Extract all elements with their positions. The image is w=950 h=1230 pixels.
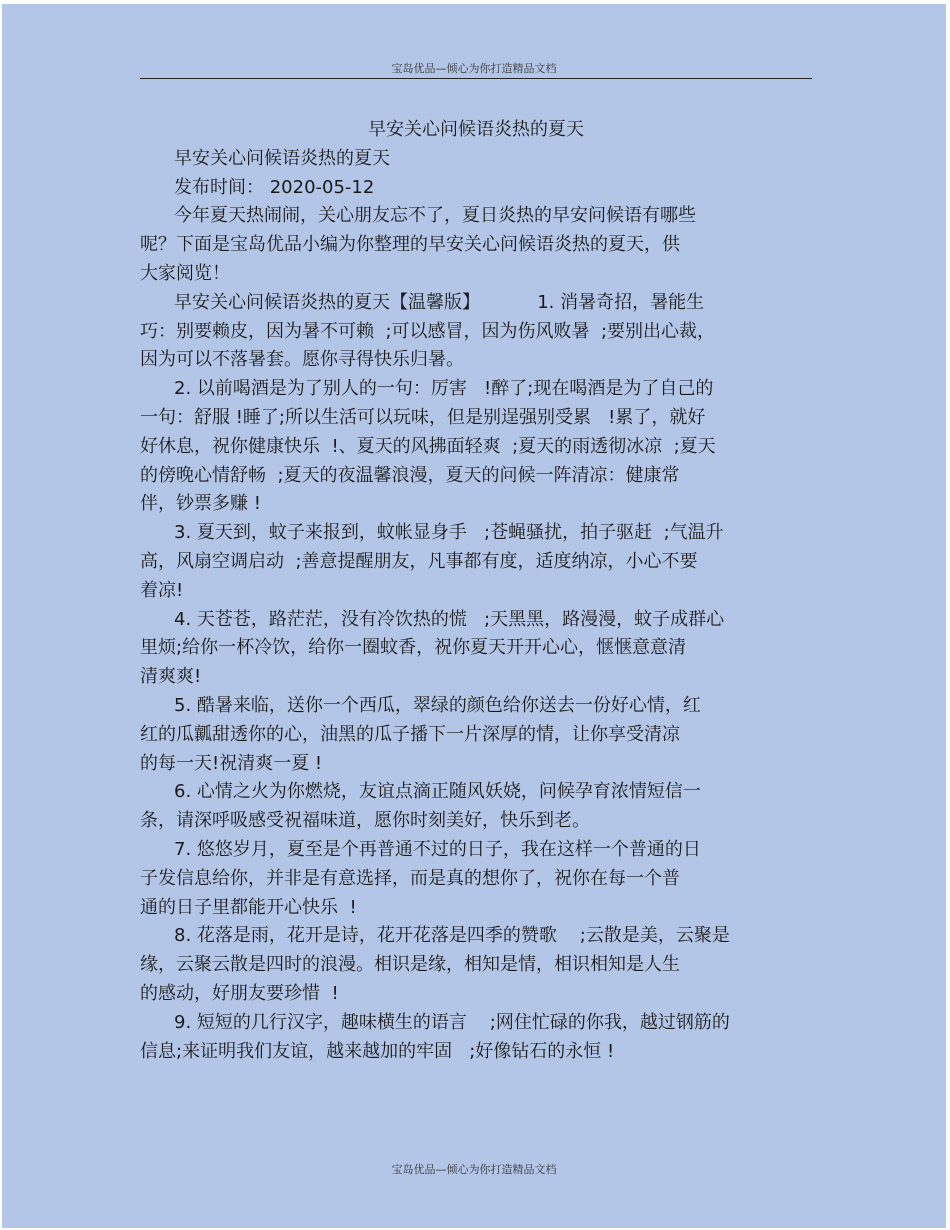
- text-line: 通的日子里都能开心快乐 !: [140, 896, 357, 918]
- text-line: 大家阅览！: [140, 262, 230, 284]
- text-line: 的感动，好朋友要珍惜 !: [140, 982, 339, 1004]
- text-line: 早安关心问候语炎热的夏天【温馨版】 1. 消暑奇招，暑能生: [174, 291, 705, 313]
- text-line: 清爽爽!: [140, 666, 202, 688]
- text-line: 5. 酷暑来临，送你一个西瓜，翠绿的颜色给你送去一份好心情，红: [174, 694, 701, 716]
- text-line: 今年夏天热闹闹，关心朋友忘不了，夏日炎热的早安问候语有哪些: [174, 205, 696, 227]
- text-line: 好休息，祝你健康快乐 !、夏天的风拂面轻爽 ;夏天的雨透彻冰凉 ;夏天: [140, 435, 716, 457]
- text-line: 信息;来证明我们友谊，越来越加的牢固 ;好像钻石的永恒 !: [140, 1040, 615, 1062]
- document-body: [140, 116, 812, 1066]
- text-line: 红的瓜瓤甜透你的心，油黑的瓜子播下一片深厚的情，让你享受清凉: [140, 723, 680, 745]
- text-line: 9. 短短的几行汉字，趣味横生的语言 ;网住忙碌的你我，越过钢筋的: [174, 1011, 730, 1033]
- text-line: 一句：舒服 !睡了;所以生活可以玩味，但是别逞强别受累 !累了，就好: [140, 406, 706, 428]
- text-line: 着凉!: [140, 579, 184, 601]
- text-line: 子发信息给你，并非是有意选择，而是真的想你了，祝你在每一个普: [140, 867, 680, 889]
- text-line: 7. 悠悠岁月，夏至是个再普通不过的日子，我在这样一个普通的日: [174, 838, 701, 860]
- text-line: 巧：别要赖皮，因为暑不可赖 ;可以感冒，因为伤风败暑 ;要别出心裁，: [140, 320, 716, 342]
- text-line: 伴，钞票多赚 !: [140, 493, 261, 515]
- text-line: 条，请深呼吸感受祝福味道，愿你时刻美好，快乐到老。: [140, 810, 590, 832]
- text-line: 高，风扇空调启动 ;善意提醒朋友，凡事都有度，适度纳凉，小心不要: [140, 550, 698, 572]
- text-line: 的傍晚心情舒畅 ;夏天的夜温馨浪漫，夏天的问候一阵清凉：健康常: [140, 464, 680, 486]
- page-footer: 宝岛优品—倾心为你打造精品文档: [391, 1163, 557, 1176]
- text-line: 因为可以不落暑套。愿你寻得快乐归暑。: [140, 349, 464, 371]
- page-header: 宝岛优品—倾心为你打造精品文档: [391, 62, 557, 75]
- text-line: 发布时间： 2020-05-12: [174, 176, 375, 198]
- text-line: 2. 以前喝酒是为了别人的一句：厉害 !醉了;现在喝酒是为了自己的: [174, 378, 714, 400]
- text-line: 6. 心情之火为你燃烧，友谊点滴正随风妖娆，问候孕育浓情短信一: [174, 781, 701, 803]
- text-line: 4. 天苍苍，路茫茫，没有冷饮热的慌 ;天黑黑，路漫漫，蚊子成群心: [174, 608, 725, 630]
- text-line: 8. 花落是雨，花开是诗，花开花落是四季的赞歌 ;云散是美，云聚是: [174, 925, 730, 947]
- text-line: 缘，云聚云散是四时的浪漫。相识是缘，相知是情，相识相知是人生: [140, 954, 680, 976]
- header-divider: [140, 78, 812, 79]
- text-line: 早安关心问候语炎热的夏天: [174, 147, 390, 169]
- document-title: 早安关心问候语炎热的夏天: [368, 119, 584, 140]
- text-line: 呢？下面是宝岛优品小编为你整理的早安关心问候语炎热的夏天，供: [140, 234, 680, 256]
- document-page: [2, 4, 946, 1228]
- text-line: 里烦;给你一杯冷饮，给你一圈蚊香，祝你夏天开开心心，惬惬意意清: [140, 637, 687, 659]
- text-line: 3. 夏天到，蚊子来报到，蚊帐显身手 ;苍蝇骚扰，拍子驱赶 ;气温升: [174, 522, 724, 544]
- text-line: 的每一天!祝清爽一夏 !: [140, 752, 323, 774]
